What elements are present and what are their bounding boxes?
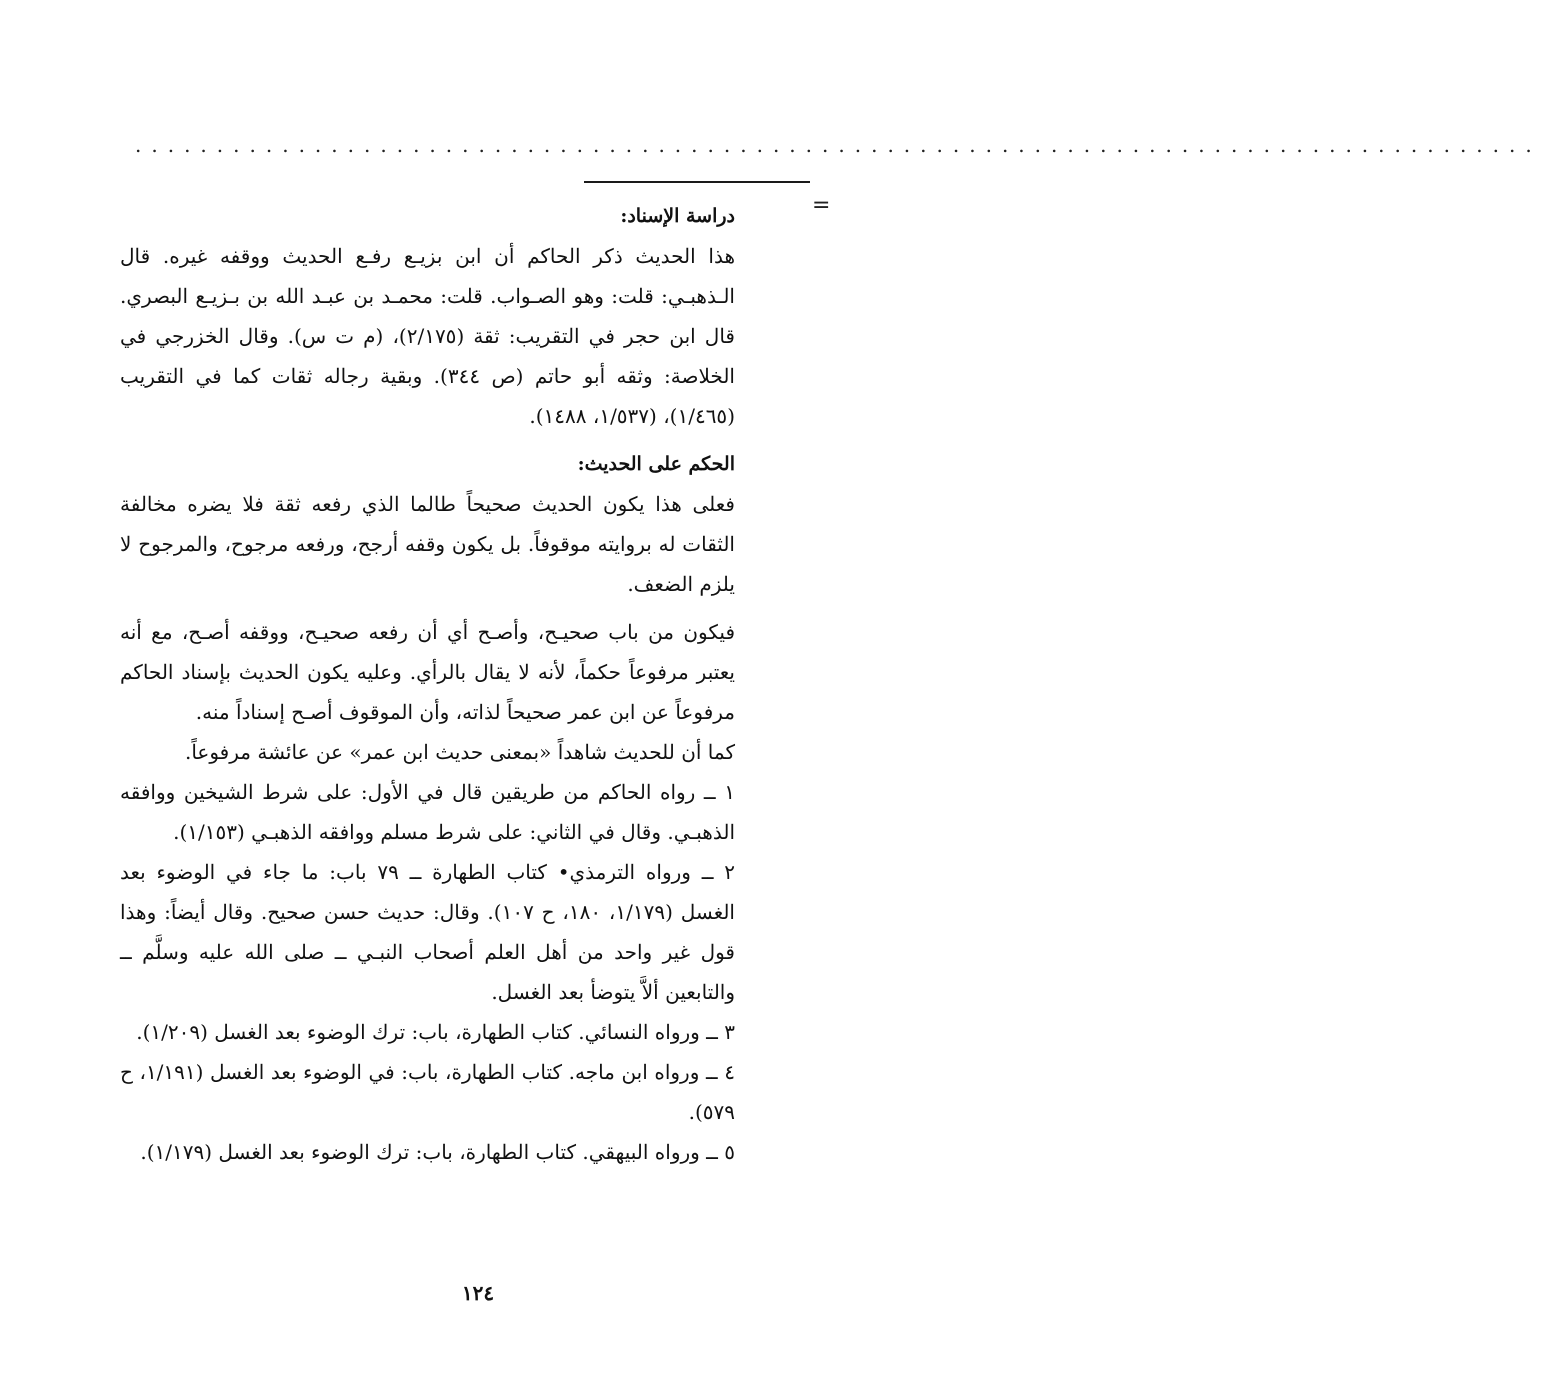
- page-number: ١٢٤: [461, 1281, 495, 1305]
- hukm-paragraph-3: كما أن للحديث شاهداً «بمعنى حديث ابن عمر» عن عائشة مرفوعاً.: [184, 740, 735, 764]
- footnote-rule: [584, 181, 810, 183]
- margin-mark: =: [812, 193, 831, 218]
- hukm-paragraph-1: فعلى هذا يكون الحديث صحيحاً طالما الذي رفعه ثقة فلا يضره مخالفة الثقات له بروايته موقوفاً. بل يكون وقفه أرجح، ورفعه مرجوح، والمرجوح لا يلزم الضعف.: [120, 492, 735, 596]
- takhrij-item-4: ٤ ــ ورواه ابن ماجه. كتاب الطهارة، باب: في الوضوء بعد الغسل (١/١٩١، ح ٥٧٩).: [120, 1060, 735, 1124]
- takhrij-item-5: ٥ ــ ورواه البيهقي. كتاب الطهارة، باب: ترك الوضوء بعد الغسل (١/١٧٩).: [140, 1140, 735, 1164]
- hukm-heading: الحكم على الحديث:: [577, 453, 735, 475]
- hukm-paragraph-2: فيكون من باب صحيـح، وأصـح أي أن رفعه صحيـح، ووقفه أصـح، مع أنه يعتبر مرفوعاً حكماً، لأنه لا يقال بالرأي. وعليه يكون الحديث بإسناد الحاكم مرفوعاً عن ابن عمر صحيحاً لذاته، وأن الموقوف أصـح إسناداً منه.: [120, 620, 735, 724]
- page-content: [120, 196, 735, 1172]
- takhrij-item-2: ٢ ــ ورواه الترمذي• كتاب الطهارة ــ ٧٩ باب: ما جاء في الوضوء بعد الغسل (١/١٧٩، ١٨٠، ح ١٠٧). وقال: حديث حسن صحيح. وقال أيضاً: وهذا قول غير واحد من أهل العلم أصحاب النبـي ــ صلى الله عليه وسلَّم ــ والتابعين ألاَّ يتوضأ بعد الغسل.: [120, 860, 735, 1004]
- isnad-paragraph: هذا الحديث ذكر الحاكم أن ابن بزيـع رفـع الحديث ووقفه غيره. قال الـذهبـي: قلت: وهو الصـواب. قلت: محمـد بن عبـد الله بن بـزيـع البصري. قال ابن حجر في التقريب: ثقة (٢/١٧٥)، (م ت س). وقال الخزرجي في الخلاصة: وثقه أبو حاتم (ص ٣٤٤). وبقية رجاله ثقات كما في التقريب (١/٤٦٥)، (١/٥٣٧، ١٤٨٨).: [120, 244, 735, 428]
- takhrij-item-1: ١ ــ رواه الحاكم من طريقين قال في الأول: على شرط الشيخين ووافقه الذهبـي. وقال في الثاني: على شرط مسلم ووافقه الذهبـي (١/١٥٣).: [120, 780, 735, 844]
- takhrij-item-3: ٣ ــ ورواه النسائي. كتاب الطهارة، باب: ترك الوضوء بعد الغسل (١/٢٠٩).: [136, 1020, 735, 1044]
- isnad-heading: دراسة الإسناد:: [620, 205, 735, 227]
- dotted-separator: ......................................................................................: [135, 133, 1542, 157]
